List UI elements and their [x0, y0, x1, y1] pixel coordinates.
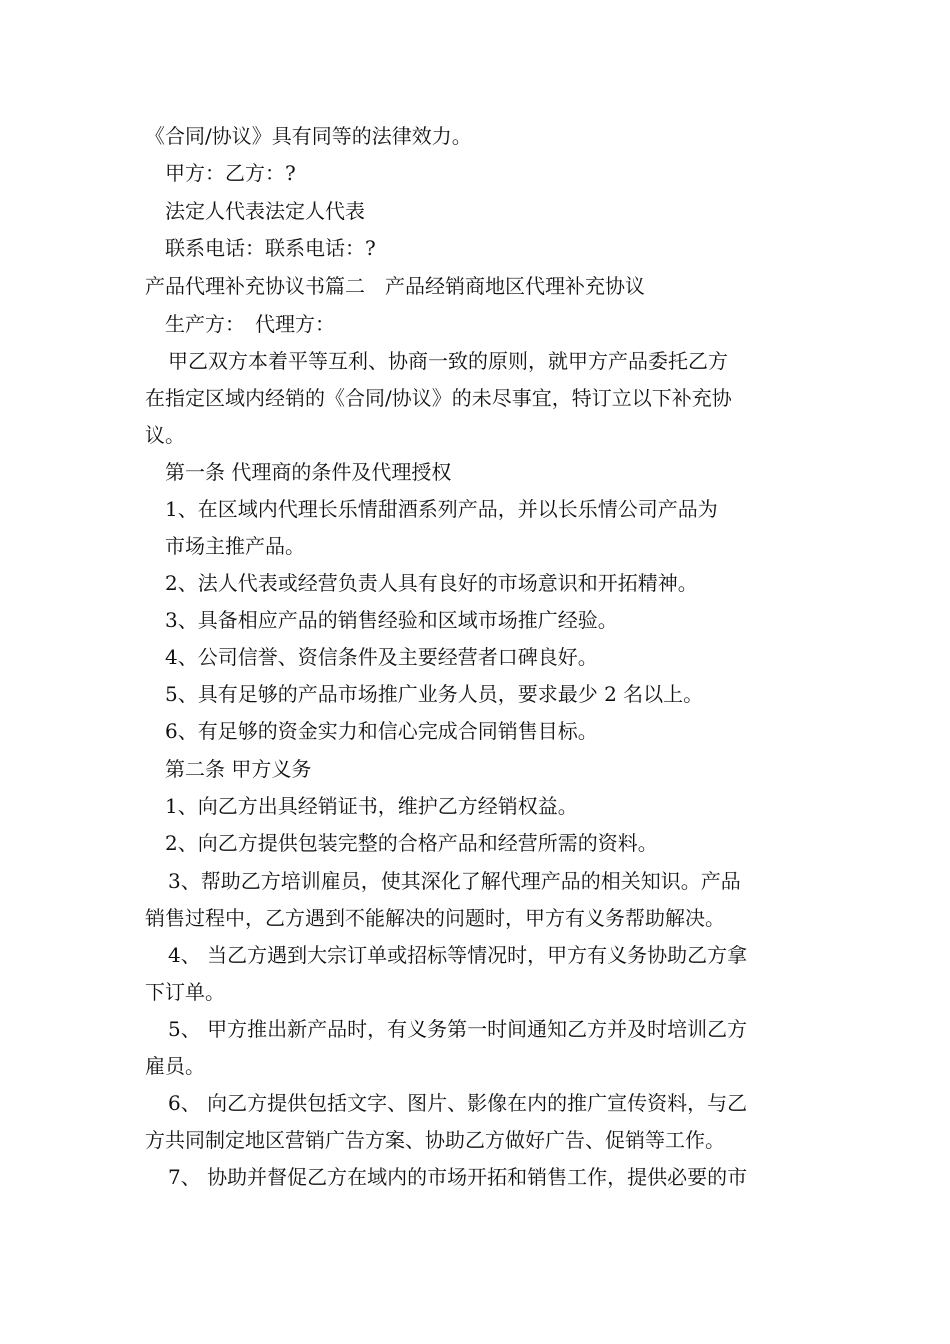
list-item: 2、向乙方提供包装完整的合格产品和经营所需的资料。 [165, 831, 658, 855]
list-item-continuation: 雇员。 [145, 1054, 205, 1078]
list-item: 4、 当乙方遇到大宗订单或招标等情况时，甲方有义务协助乙方拿 [168, 943, 748, 967]
text-line: 《合同/协议》具有同等的法律效力。 [145, 124, 472, 148]
list-item: 5、 甲方推出新产品时，有义务第一时间通知乙方并及时培训乙方 [168, 1017, 748, 1041]
list-item: 6、 向乙方提供包括文字、图片、影像在内的推广宣传资料，与乙 [168, 1091, 748, 1115]
article-heading: 第二条 甲方义务 [165, 757, 312, 781]
paragraph-line: 议。 [145, 423, 185, 447]
text-line: 联系电话：联系电话：? [165, 236, 376, 260]
section-heading: 产品代理补充协议书篇二 产品经销商地区代理补充协议 [145, 274, 645, 298]
text-line: 法定人代表法定人代表 [165, 199, 365, 223]
list-item-continuation: 销售过程中，乙方遇到不能解决的问题时，甲方有义务帮助解决。 [145, 906, 725, 930]
list-item: 1、在区域内代理长乐情甜酒系列产品，并以长乐情公司产品为 [165, 497, 718, 521]
list-item: 2、法人代表或经营负责人具有良好的市场意识和开拓精神。 [165, 571, 698, 595]
list-item-continuation: 方共同制定地区营销广告方案、协助乙方做好广告、促销等工作。 [145, 1128, 725, 1152]
text-line: 甲方：乙方：? [165, 161, 296, 185]
list-item: 7、 协助并督促乙方在域内的市场开拓和销售工作，提供必要的市 [168, 1165, 748, 1189]
paragraph-line: 在指定区域内经销的《合同/协议》的未尽事宜，特订立以下补充协 [145, 386, 732, 410]
article-heading: 第一条 代理商的条件及代理授权 [165, 460, 452, 484]
list-item: 1、向乙方出具经销证书，维护乙方经销权益。 [165, 794, 578, 818]
list-item: 6、有足够的资金实力和信心完成合同销售目标。 [165, 719, 598, 743]
list-item: 5、具有足够的产品市场推广业务人员，要求最少 2 名以上。 [165, 682, 704, 706]
list-item: 3、帮助乙方培训雇员，使其深化了解代理产品的相关知识。产品 [168, 869, 741, 893]
paragraph-line: 甲乙双方本着平等互利、协商一致的原则，就甲方产品委托乙方 [168, 349, 728, 373]
list-item: 4、公司信誉、资信条件及主要经营者口碑良好。 [165, 645, 598, 669]
list-item: 市场主推产品。 [165, 534, 305, 558]
text-line: 生产方： 代理方： [165, 312, 335, 336]
list-item-continuation: 下订单。 [145, 980, 225, 1004]
list-item: 3、具备相应产品的销售经验和区域市场推广经验。 [165, 608, 618, 632]
